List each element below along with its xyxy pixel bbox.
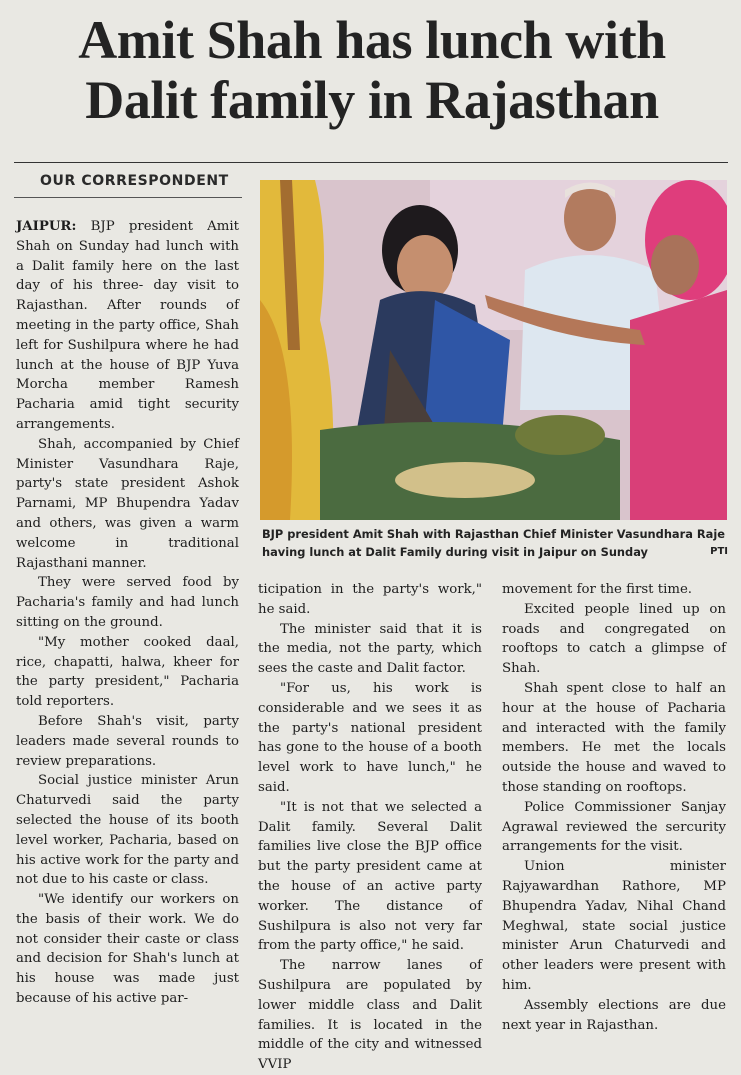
article-column-3	[502, 580, 726, 1035]
article-column-2	[258, 580, 482, 1075]
news-photo	[260, 180, 727, 520]
byline-rule	[14, 197, 242, 198]
article-paragraph: movement for the first time.	[502, 582, 693, 597]
dateline: JAIPUR:	[16, 219, 77, 234]
caption-text: BJP president Amit Shah with Rajasthan Chief Minister Vasundhara Raje having lunch at Dalit Family during visit in Jaipur on Sunday	[262, 527, 725, 559]
article-paragraph: Union minister Rajyawardhan Rathore, MP Bhupendra Yadav, Nihal Chand Meghwal, state social justice minister Arun Chaturvedi and other leaders were present with him.	[502, 859, 726, 993]
article-paragraph: Social justice minister Arun Chaturvedi said the party selected the house of its booth level worker, Pacharia, based on his active work for the party and not due to his caste or class.	[16, 773, 239, 888]
headline-rule	[14, 162, 728, 163]
article-paragraph: "For us, his work is considerable and we sees it as the party's national president has gone to the house of a booth level work to have lunch," he said.	[258, 680, 482, 795]
article-paragraph: Before Shah's visit, party leaders made several rounds to review preparations.	[16, 713, 239, 769]
article-paragraph: The narrow lanes of Sushilpura are populated by lower middle class and Dalit families. It is located in the middle of the city and witnessed VVIP	[258, 958, 482, 1073]
article-paragraph: ticipation in the party's work," he said.	[258, 582, 482, 617]
article-paragraph: Shah, accompanied by Chief Minister Vasundhara Raje, party's state president Ashok Parnami, MP Bhupendra Yadav and others, was given a warm welcome in traditional Rajasthani manner.	[16, 436, 239, 571]
photo-caption	[262, 525, 728, 561]
article-paragraph: "It is not that we selected a Dalit family. Several Dalit families live close the BJP office but the party president came at the house of an active party worker. The distance of Sushilpura is also not very far from the party office," he said.	[258, 799, 482, 954]
article-paragraph: Police Commissioner Sanjay Agrawal reviewed the sercurity arrangements for the visit.	[502, 799, 726, 855]
article-paragraph	[16, 217, 239, 435]
headline-line-2: Dalit family in Rajasthan	[85, 70, 659, 130]
article-paragraph: They were served food by Pacharia's family and had lunch sitting on the ground.	[16, 575, 239, 630]
article-paragraph: Shah spent close to half an hour at the house of Pacharia and interacted with the family members. He met the locals outside the house and waved to those standing on rooftops.	[502, 680, 726, 795]
photo-credit: PTI	[710, 546, 728, 557]
article-paragraph: Excited people lined up on roads and congregated on rooftops to catch a glimpse of Shah.	[502, 601, 726, 677]
article-column-1	[16, 217, 239, 1009]
headline-line-1: Amit Shah has lunch with	[78, 10, 666, 70]
article-paragraph: The minister said that it is the media, not the party, which sees the caste and Dalit factor.	[258, 621, 482, 677]
article-paragraph: "We identify our workers on the basis of their work. We do not consider their caste or class and decision for Shah's lunch at his house was made just because of his active par-	[16, 892, 239, 1007]
news-photo-illustration	[260, 180, 727, 520]
article-paragraph: "My mother cooked daal, rice, chapatti, halwa, kheer for the party president," Pacharia told reporters.	[16, 634, 239, 710]
headline	[16, 10, 728, 130]
article-paragraph: Assembly elections are due next year in Rajasthan.	[502, 997, 726, 1033]
paragraph-text: BJP president Amit Shah on Sunday had lunch with a Dalit family here on the last day of his three- day visit to Rajasthan. After rounds of meeting in the party office, Shah left for Sushilpura where he had lunch at the house of BJP Yuva Morcha member Ramesh Pacharia amid tight security arrangements.	[16, 219, 239, 432]
byline: OUR CORRESPONDENT	[40, 173, 229, 189]
